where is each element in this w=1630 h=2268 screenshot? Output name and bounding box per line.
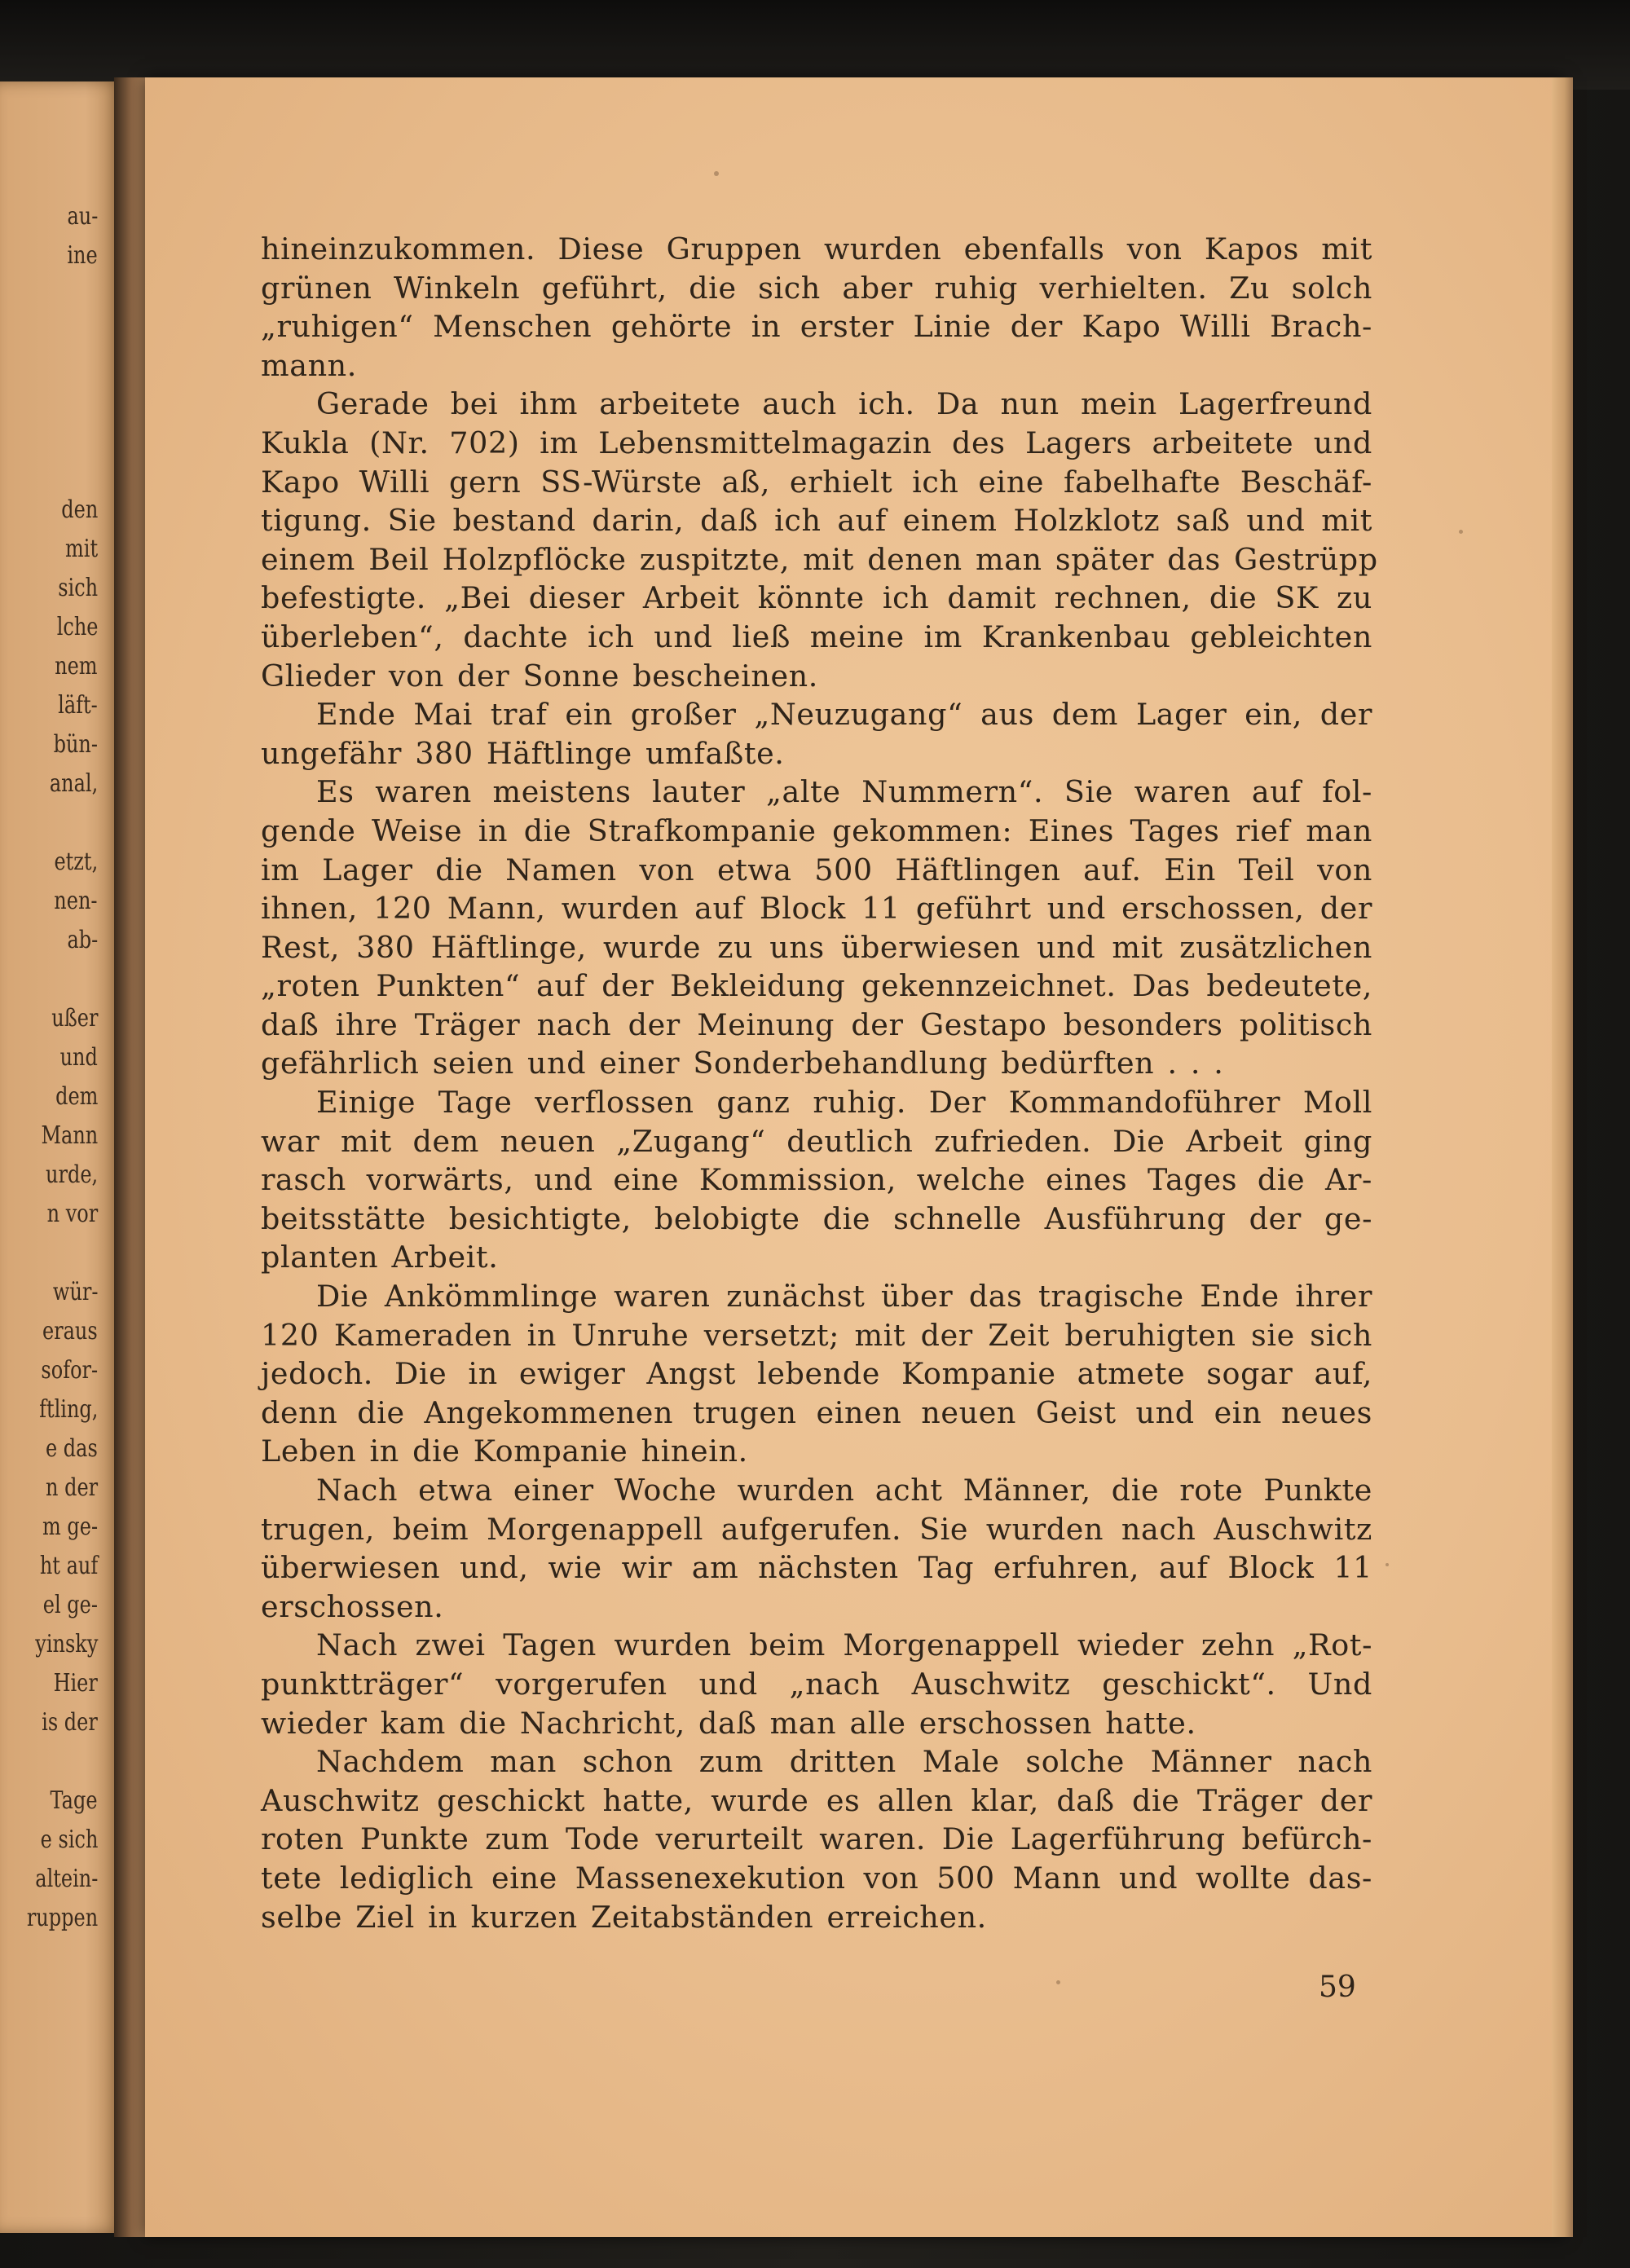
text-line: Leben in die Kompanie hinein. [261,1433,748,1469]
text-line: Nach zwei Tagen wurden beim Morgenappell wieder zehn „Rot- [316,1627,1372,1663]
text-line: trugen, beim Morgenappell aufgerufen. Sie wurden nach Auschwitz [261,1511,1372,1547]
text-line: Ende Mai traf ein großer „Neuzugang“ aus dem Lager ein, der [316,697,1372,733]
left-fragment: läft- [58,691,98,720]
text-line: Kukla (Nr. 702) im Lebensmittelmagazin des Lagers arbeitete und [261,425,1372,460]
book-cover-edge [0,0,1630,90]
left-fragment: sofor- [41,1356,98,1385]
paper-speck [1056,1980,1060,1984]
text-line: denn die Angekommenen trugen einen neuen Geist und ein neues [261,1394,1372,1430]
text-line: punktträger“ vorgerufen und „nach Auschwitz geschickt“. Und [261,1666,1372,1702]
left-fragment: m ge- [42,1513,98,1541]
left-fragment: el ge- [42,1591,98,1619]
left-fragment: yinsky [34,1630,98,1658]
left-fragment: urde, [45,1160,98,1189]
left-fragment: au- [67,202,98,231]
page-body-text [261,230,1378,1936]
text-line: mann. [261,347,357,383]
text-line: war mit dem neuen „Zugang“ deutlich zufrieden. Die Arbeit ging [261,1123,1372,1159]
text-line: selbe Ziel in kurzen Zeitabständen erreichen. [261,1899,987,1935]
text-line: im Lager die Namen von etwa 500 Häftlingen auf. Ein Teil von [261,852,1372,887]
left-fragment: nem [55,652,98,680]
text-line: ungefähr 380 Häftlinge umfaßte. [261,735,785,771]
left-fragment: sich [58,574,98,602]
text-line: tete lediglich eine Massenexekution von 500 Mann und wollte das- [261,1860,1372,1896]
text-line: überleben“, dachte ich und ließ meine im Krankenbau gebleichten [261,619,1372,654]
text-line: gende Weise in die Strafkompanie gekommen: Eines Tages rief man [261,813,1372,848]
text-line: „roten Punkten“ auf der Bekleidung gekennzeichnet. Das bedeutete, [261,968,1372,1004]
left-fragment: is der [42,1708,98,1737]
text-line: einem Beil Holzpflöcke zuspitzte, mit denen man später das Gestrüpp [261,541,1378,577]
left-fragment: e das [46,1434,98,1463]
left-fragment: wür- [52,1278,98,1306]
left-fragment: ruppen [26,1904,98,1932]
text-line: überwiesen und, wie wir am nächsten Tag erfuhren, auf Block 11 [261,1550,1372,1586]
text-line: wieder kam die Nachricht, daß man alle erschossen hatte. [261,1705,1196,1741]
left-fragment: Hier [53,1669,98,1698]
left-fragment: mit [64,535,98,563]
left-fragment: n vor [46,1200,98,1228]
left-fragment: ine [67,241,98,270]
paper-speck [1459,530,1463,534]
paper-speck [714,171,719,176]
text-line: gefährlich seien und einer Sonderbehandlung bedürften . . . [261,1046,1224,1081]
text-line: tigung. Sie bestand darin, daß ich auf einem Holzklotz saß und mit [261,503,1372,539]
left-fragment: und [59,1043,98,1072]
text-line: roten Punkte zum Tode verurteilt waren. Die Lagerführung befürch- [261,1821,1372,1857]
left-fragment: lche [56,613,98,641]
text-line: Glieder von der Sonne bescheinen. [261,658,818,694]
left-fragment: Tage [50,1786,98,1815]
text-line: rasch vorwärts, und eine Kommission, welche eines Tages die Ar- [261,1162,1372,1198]
left-page-text-fragments [0,81,98,2233]
text-line: Die Ankömmlinge waren zunächst über das tragische Ende ihrer [316,1279,1372,1315]
text-line: Es waren meistens lauter „alte Nummern“. Sie waren auf fol- [316,774,1372,810]
left-fragment: dem [55,1082,98,1111]
text-line: 120 Kameraden in Unruhe versetzt; mit der Zeit beruhigten sie sich [261,1317,1372,1353]
text-line: „ruhigen“ Menschen gehörte in erster Linie der Kapo Willi Brach- [261,309,1372,345]
left-fragment: n der [45,1473,98,1502]
left-fragment: den [60,495,98,524]
text-line: daß ihre Träger nach der Meinung der Gestapo besonders politisch [261,1006,1372,1042]
text-line: Rest, 380 Häftlinge, wurde zu uns überwiesen und mit zusätzlichen [261,929,1372,965]
text-line: Einige Tage verflossen ganz ruhig. Der Kommandoführer Moll [316,1085,1372,1121]
left-fragment: e sich [40,1825,98,1854]
left-fragment: eraus [42,1317,98,1345]
text-line: Auschwitz geschickt hatte, wurde es allen klar, daß die Träger der [261,1782,1372,1818]
text-line: planten Arbeit. [261,1240,499,1275]
text-line: erschossen. [261,1588,444,1624]
text-line: Nachdem man schon zum dritten Male solche Männer nach [316,1744,1372,1780]
left-fragment: Mann [41,1121,98,1150]
left-fragment: ab- [67,926,98,954]
left-fragment: anal, [49,769,98,798]
text-line: ihnen, 120 Mann, wurden auf Block 11 geführt und erschossen, der [261,891,1372,927]
text-line: hineinzukommen. Diese Gruppen wurden ebenfalls von Kapos mit [261,231,1372,266]
left-fragment: ftling, [38,1395,98,1424]
left-fragment: nen- [54,887,98,915]
page-edge-stack [1552,77,1573,2237]
text-line: befestigte. „Bei dieser Arbeit könnte ich damit rechnen, die SK zu [261,580,1372,616]
paper-speck [1386,1563,1389,1566]
text-line: beitsstätte besichtigte, belobigte die schnelle Ausführung der ge- [261,1200,1372,1236]
left-fragment: etzt, [54,848,98,876]
left-fragment: ht auf [39,1552,98,1580]
text-line: Kapo Willi gern SS-Würste aß, erhielt ich eine fabelhafte Beschäf- [261,464,1372,500]
text-line: Gerade bei ihm arbeitete auch ich. Da nun mein Lagerfreund [316,386,1372,422]
left-fragment: bün- [53,730,98,759]
left-fragment: altein- [34,1865,98,1893]
left-fragment: ußer [51,1004,98,1033]
page-number: 59 [1319,1971,1356,2004]
text-line: grünen Winkeln geführt, die sich aber ruhig verhielten. Zu solch [261,270,1372,306]
text-line: jedoch. Die in ewiger Angst lebende Kompanie atmete sogar auf, [261,1356,1372,1392]
text-line: Nach etwa einer Woche wurden acht Männer, die rote Punkte [316,1473,1372,1508]
